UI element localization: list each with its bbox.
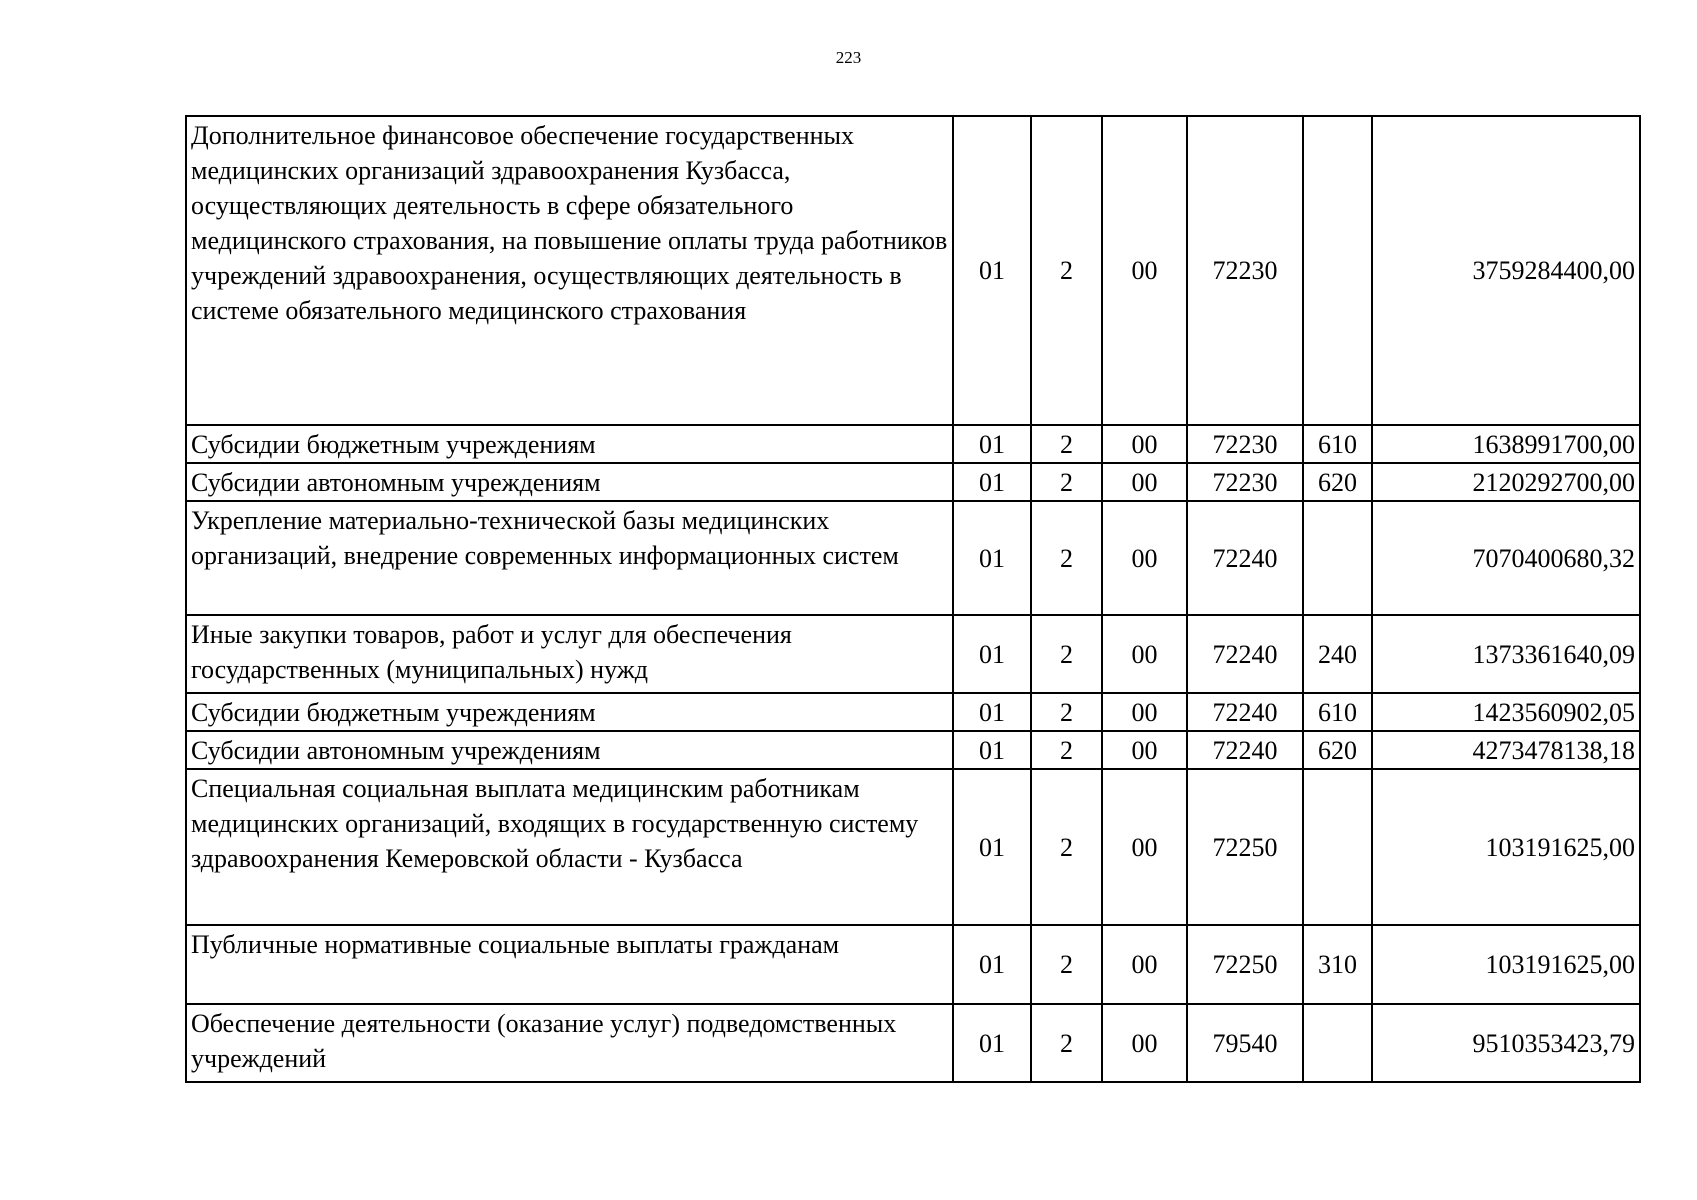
program-code: 01	[953, 769, 1031, 925]
direction-code: 00	[1102, 769, 1187, 925]
row-name: Укрепление материально-технической базы медицинских организаций, внедрение современных информационных систем	[186, 501, 953, 615]
table-row	[186, 501, 1640, 615]
direction-code: 00	[1102, 615, 1187, 693]
subprogram-code: 2	[1031, 769, 1102, 925]
subprogram-code: 2	[1031, 116, 1102, 425]
program-code: 01	[953, 925, 1031, 1004]
expense-type	[1303, 769, 1372, 925]
amount: 3759284400,00	[1372, 116, 1640, 425]
target-code: 72250	[1187, 769, 1303, 925]
row-name: Субсидии бюджетным учреждениям	[186, 693, 953, 731]
target-code: 79540	[1187, 1004, 1303, 1082]
amount: 103191625,00	[1372, 769, 1640, 925]
amount: 9510353423,79	[1372, 1004, 1640, 1082]
target-code: 72230	[1187, 116, 1303, 425]
row-name: Иные закупки товаров, работ и услуг для обеспечения государственных (муниципальных) нужд	[186, 615, 953, 693]
page-number: 223	[835, 48, 862, 67]
subprogram-code: 2	[1031, 615, 1102, 693]
amount: 2120292700,00	[1372, 463, 1640, 501]
row-name: Субсидии автономным учреждениям	[186, 731, 953, 769]
target-code: 72230	[1187, 463, 1303, 501]
target-code: 72240	[1187, 615, 1303, 693]
amount: 103191625,00	[1372, 925, 1640, 1004]
expense-type	[1303, 1004, 1372, 1082]
expense-type: 610	[1303, 693, 1372, 731]
expense-type: 620	[1303, 731, 1372, 769]
direction-code: 00	[1102, 925, 1187, 1004]
target-code: 72250	[1187, 925, 1303, 1004]
table-row	[186, 615, 1640, 693]
subprogram-code: 2	[1031, 1004, 1102, 1082]
expense-type: 620	[1303, 463, 1372, 501]
direction-code: 00	[1102, 693, 1187, 731]
table-row	[186, 425, 1640, 463]
amount: 1638991700,00	[1372, 425, 1640, 463]
direction-code: 00	[1102, 425, 1187, 463]
amount: 4273478138,18	[1372, 731, 1640, 769]
row-name: Специальная социальная выплата медицинским работникам медицинских организаций, входящих в государственную систему здравоохранения Кемеровской области - Кузбасса	[186, 769, 953, 925]
target-code: 72240	[1187, 693, 1303, 731]
expense-type: 610	[1303, 425, 1372, 463]
table-row	[186, 1004, 1640, 1082]
expense-type: 310	[1303, 925, 1372, 1004]
amount: 1423560902,05	[1372, 693, 1640, 731]
direction-code: 00	[1102, 501, 1187, 615]
table-row	[186, 116, 1640, 425]
amount: 7070400680,32	[1372, 501, 1640, 615]
expense-type	[1303, 501, 1372, 615]
budget-table	[185, 115, 1641, 1083]
program-code: 01	[953, 731, 1031, 769]
table-row	[186, 925, 1640, 1004]
subprogram-code: 2	[1031, 463, 1102, 501]
table-row	[186, 693, 1640, 731]
direction-code: 00	[1102, 1004, 1187, 1082]
subprogram-code: 2	[1031, 501, 1102, 615]
direction-code: 00	[1102, 463, 1187, 501]
table-row	[186, 769, 1640, 925]
row-name: Обеспечение деятельности (оказание услуг) подведомственных учреждений	[186, 1004, 953, 1082]
direction-code: 00	[1102, 731, 1187, 769]
table-row	[186, 731, 1640, 769]
amount: 1373361640,09	[1372, 615, 1640, 693]
subprogram-code: 2	[1031, 425, 1102, 463]
program-code: 01	[953, 1004, 1031, 1082]
program-code: 01	[953, 615, 1031, 693]
expense-type: 240	[1303, 615, 1372, 693]
subprogram-code: 2	[1031, 693, 1102, 731]
row-name: Субсидии бюджетным учреждениям	[186, 425, 953, 463]
table-row	[186, 463, 1640, 501]
direction-code: 00	[1102, 116, 1187, 425]
target-code: 72240	[1187, 501, 1303, 615]
program-code: 01	[953, 693, 1031, 731]
subprogram-code: 2	[1031, 925, 1102, 1004]
row-name: Дополнительное финансовое обеспечение государственных медицинских организаций здравоохранения Кузбасса, осуществляющих деятельность в сфере обязательного медицинского страхования, на повышение оплаты труда работников учреждений здравоохранения, осуществляющих деятельность в системе обязательного медицинского страхования	[186, 116, 953, 425]
program-code: 01	[953, 116, 1031, 425]
target-code: 72240	[1187, 731, 1303, 769]
row-name: Публичные нормативные социальные выплаты гражданам	[186, 925, 953, 1004]
program-code: 01	[953, 425, 1031, 463]
expense-type	[1303, 116, 1372, 425]
program-code: 01	[953, 463, 1031, 501]
subprogram-code: 2	[1031, 731, 1102, 769]
target-code: 72230	[1187, 425, 1303, 463]
program-code: 01	[953, 501, 1031, 615]
row-name: Субсидии автономным учреждениям	[186, 463, 953, 501]
